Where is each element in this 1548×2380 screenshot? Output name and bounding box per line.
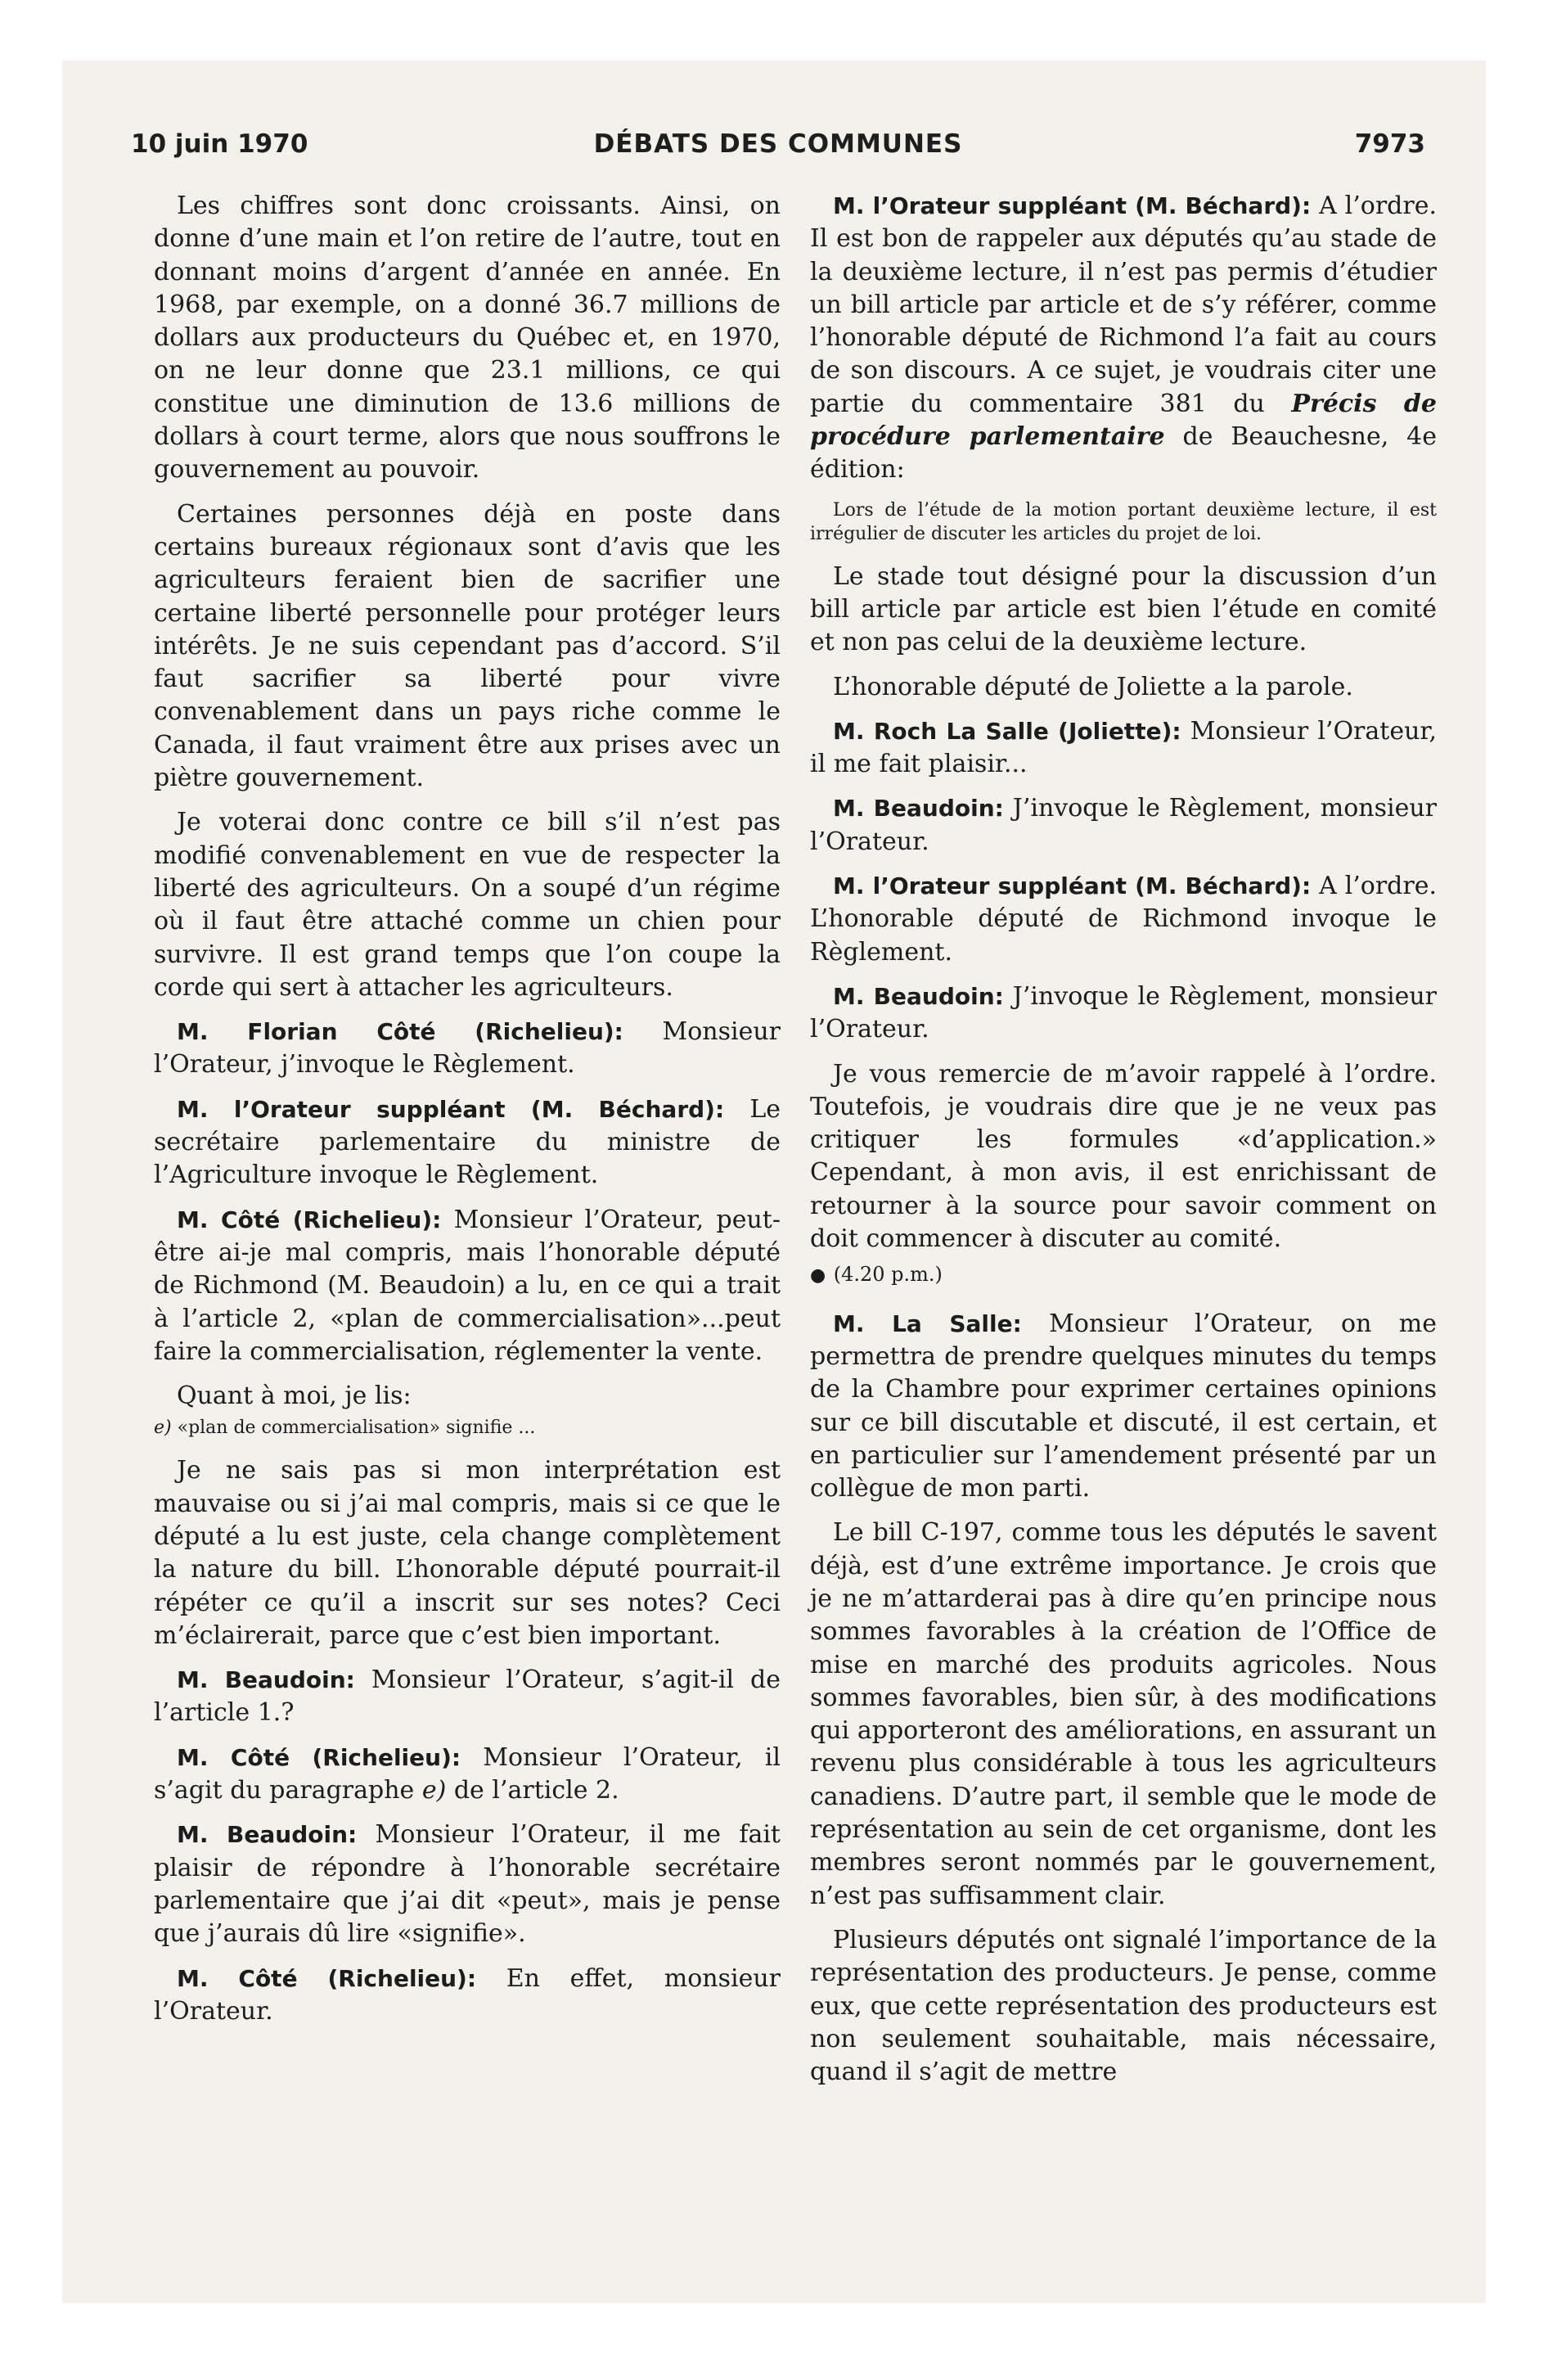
- paragraph: Plusieurs députés ont signalé l’importance de la représentation des producteurs. Je pense, comme eux, que cette représentation des producteurs est non seulement souhaitable, mais nécessaire, quand il s’agit de mettre: [810, 1925, 1437, 2087]
- paragraph: Quant à moi, je lis:: [177, 1382, 412, 1411]
- speech-text: J’invoque le Règlement, monsieur l’Orateur.: [810, 981, 1437, 1044]
- paragraph-letter: e): [421, 1776, 447, 1805]
- speaker-name: M. Florian Côté (Richelieu):: [177, 1018, 623, 1046]
- paragraph: Je vous remercie de m’avoir rappelé à l’ordre. Toutefois, je voudrais dire que je ne veux pas critiquer les formules «d’application.» Cependant, à mon avis, il est enrichissant de retourner à la source pour savoir comment on doit commencer à discuter au comité.: [810, 1059, 1437, 1254]
- speaker-name: M. Beaudoin:: [177, 1666, 355, 1694]
- speech: [810, 1308, 1437, 1506]
- speech: [154, 1819, 781, 1950]
- header-title: DÉBATS DES COMMUNES: [593, 129, 963, 159]
- speaker-name: M. Beaudoin:: [833, 982, 1004, 1010]
- speech-text: Monsieur l’Orateur, il me fait plaisir...: [810, 716, 1437, 779]
- paragraph: Le stade tout désigné pour la discussion d’un bill article par article est bien l’étude en comité et non pas celui de la deuxième lecture.: [810, 561, 1437, 657]
- header-date: 10 juin 1970: [131, 129, 308, 159]
- definition-letter: e): [154, 1418, 172, 1439]
- left-column: [154, 190, 781, 2040]
- paragraph: Les chiffres sont donc croissants. Ainsi, on donne d’une main et l’on retire de l’autre, tout en donnant moins d’argent d’année en année. En 1968, par exemple, on a donné 36.7 millions de dollars aux producteurs du Québec et, en 1970, on ne leur donne que 23.1 millions, ce qui constitue une diminution de 13.6 millions de dollars à court terme, alors que nous souffrons le gouvernement au pouvoir.: [154, 192, 781, 485]
- speaker-name: M. Côté (Richelieu):: [177, 1206, 442, 1233]
- speaker-name: M. Côté (Richelieu):: [177, 1743, 461, 1771]
- paragraph: Je voterai donc contre ce bill s’il n’est pas modifié convenablement en vue de respecter la liberté des agriculteurs. On a soupé d’un régime où il faut être attaché comme un chien pour survivre. Il est grand temps que l’on coupe la corde qui sert à attacher les agriculteurs.: [154, 808, 781, 1002]
- time-stamp: (4.20 p.m.): [833, 1263, 943, 1287]
- quotation: Lors de l’étude de la motion portant deuxième lecture, il est irrégulier de discuter les articles du projet de loi.: [810, 499, 1437, 544]
- speech-text: A l’ordre. L’honorable député de Richmond invoque le Règlement.: [810, 872, 1437, 967]
- speech: [810, 980, 1437, 1047]
- speech-text: En effet, monsieur l’Orateur.: [154, 1963, 781, 2026]
- speech: [810, 190, 1437, 487]
- page-header: [131, 129, 1425, 178]
- speech-text: de l’article 2.: [446, 1776, 619, 1805]
- speech-text: A l’ordre. Il est bon de rappeler aux députés qu’au stade de la deuxième lecture, il n’est pas permis d’étudier un bill article par article et de s’y référer, comme l’honorable député de Richmond l’a fait au cours de son discours. A ce sujet, je voudrais citer une partie du commentaire 381 du: [810, 192, 1437, 418]
- paragraph: Je ne sais pas si mon interprétation est mauvaise ou si j’ai mal compris, mais si ce que le député a lu est juste, cela change complètement la nature du bill. L’honorable député pourrait-il répéter ce qu’il a inscrit sur ses notes? Ceci m’éclairerait, parce que c’est bien important.: [154, 1456, 781, 1650]
- speaker-name: M. La Salle:: [833, 1309, 1022, 1337]
- time-marker: [810, 1257, 1437, 1292]
- bullet-icon: ●: [810, 1265, 826, 1287]
- header-page-number: 7973: [1354, 129, 1425, 159]
- paragraph: Certaines personnes déjà en poste dans certains bureaux régionaux sont d’avis que les agriculteurs feraient bien de sacrifier une certaine liberté personnelle pour protéger leurs intérêts. Je ne suis cependant pas d’accord. S’il faut sacrifier sa liberté pour vivre convenablement dans un pays riche comme le Canada, il faut vraiment être aux prises avec un piètre gouvernement.: [154, 499, 781, 793]
- speech-text: J’invoque le Règlement, monsieur l’Orateur.: [810, 794, 1437, 856]
- paragraph: Le bill C-197, comme tous les députés le savent déjà, est d’une extrême importance. Je crois que je ne m’attarderai pas à dire qu’en principe nous sommes favorables à la création de l’Office de mise en marché des produits agricoles. Nous sommes favorables, bien sûr, à des modifications qui apporteront des améliorations, en assurant un revenu plus considérable à tous les agriculteurs canadiens. D’autre part, il semble que le mode de représentation au sein de cet organisme, dont les membres seront nommés par le gouvernement, n’est pas suffisamment clair.: [810, 1518, 1437, 1910]
- speech: [810, 715, 1437, 782]
- speech-text: Monsieur l’Orateur, peut-être ai-je mal compris, mais l’honorable député de Richmond (M. Beaudoin) a lu, en ce qui a trait à l’article 2, «plan de commercialisation»...peut faire la commercialisation, réglementer la vente.: [154, 1205, 781, 1366]
- speech-text: Monsieur l’Orateur, j’invoque le Règlement.: [154, 1017, 781, 1080]
- speaker-name: M. l’Orateur suppléant (M. Béchard):: [177, 1095, 725, 1123]
- paragraph: L’honorable député de Joliette a la parole.: [833, 672, 1353, 701]
- speaker-name: M. Beaudoin:: [833, 795, 1004, 823]
- speech: [810, 792, 1437, 859]
- speaker-name: M. Côté (Richelieu):: [177, 1964, 477, 1992]
- speech-text: Monsieur l’Orateur, on me permettra de prendre quelques minutes du temps de la Chambre pour exprimer certaines opinions sur ce bill discutable et discuté, il est certain, et en particulier sur l’amendement présenté par un collègue de mon parti.: [810, 1309, 1437, 1503]
- speech-text: de Beauchesne, 4e édition:: [810, 422, 1437, 485]
- speech-text: Monsieur l’Orateur, s’agit-il de l’article 1.?: [154, 1666, 781, 1728]
- right-column: [810, 190, 1437, 2100]
- cited-title: Précis de procédure parlementaire: [810, 389, 1437, 452]
- speech: [154, 1963, 781, 2029]
- speaker-name: M. Beaudoin:: [177, 1821, 358, 1849]
- speaker-name: M. Roch La Salle (Joliette):: [833, 717, 1181, 745]
- speaker-name: M. l’Orateur suppléant (M. Béchard):: [833, 192, 1312, 219]
- speech-text: Monsieur l’Orateur, il s’agit du paragraphe: [154, 1742, 781, 1805]
- speech: [154, 1742, 781, 1808]
- speech: [154, 1016, 781, 1082]
- speaker-name: M. l’Orateur suppléant (M. Béchard):: [833, 872, 1312, 900]
- speech: [154, 1664, 781, 1730]
- speech-text: Monsieur l’Orateur, il me fait plaisir de répondre à l’honorable secrétaire parlementaire que j’ai dit «peut», mais je pense que j’aurais dû lire «signifie».: [154, 1820, 781, 1949]
- definition-text: «plan de commercialisation» signifie ...: [171, 1418, 536, 1439]
- speech-text: Le secrétaire parlementaire du ministre de l’Agriculture invoque le Règlement.: [154, 1094, 781, 1190]
- speech: [154, 1093, 781, 1192]
- quoted-definition: [154, 1416, 781, 1440]
- speech: [810, 870, 1437, 969]
- speech: [154, 1204, 781, 1368]
